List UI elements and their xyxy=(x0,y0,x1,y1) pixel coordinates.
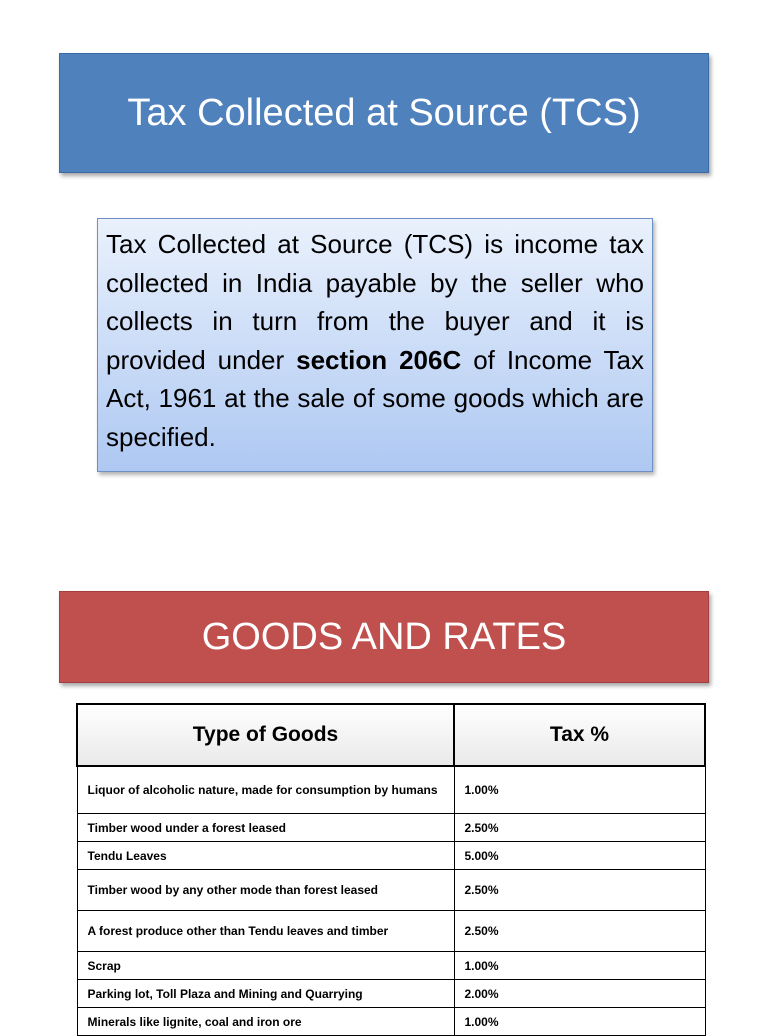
column-header-tax: Tax % xyxy=(454,704,705,766)
table-row xyxy=(77,911,705,952)
rate-cell: 2.00% xyxy=(454,980,705,1008)
table-row xyxy=(77,766,705,814)
table-row xyxy=(77,870,705,911)
column-header-goods: Type of Goods xyxy=(77,704,454,766)
table-row xyxy=(77,814,705,842)
description-section-ref: section 206C xyxy=(296,344,462,375)
goods-rates-table-wrap xyxy=(76,703,704,1036)
rate-cell: 1.00% xyxy=(454,952,705,980)
section-banner xyxy=(59,591,709,683)
table-row xyxy=(77,1008,705,1036)
table-row xyxy=(77,842,705,870)
description-text-1: Tax Collected at Source (TCS) is income tax collected in India payable by the seller who collects in turn from the buyer and it is provided under xyxy=(106,229,644,375)
page-title: Tax Collected at Source (TCS) xyxy=(127,91,641,134)
table-row xyxy=(77,952,705,980)
goods-cell: Parking lot, Toll Plaza and Mining and Quarrying xyxy=(77,980,454,1008)
rate-cell: 2.50% xyxy=(454,911,705,952)
goods-cell: Tendu Leaves xyxy=(77,842,454,870)
rate-cell: 1.00% xyxy=(454,1008,705,1036)
goods-cell: Minerals like lignite, coal and iron ore xyxy=(77,1008,454,1036)
table-row xyxy=(77,980,705,1008)
goods-cell: Timber wood by any other mode than forest leased xyxy=(77,870,454,911)
table-header-row xyxy=(77,704,705,766)
rate-cell: 1.00% xyxy=(454,766,705,814)
title-banner xyxy=(59,53,709,173)
goods-cell: Liquor of alcoholic nature, made for consumption by humans xyxy=(77,766,454,814)
goods-rates-table xyxy=(76,703,706,1036)
section-title: GOODS AND RATES xyxy=(201,615,567,658)
rate-cell: 5.00% xyxy=(454,842,705,870)
goods-cell: Timber wood under a forest leased xyxy=(77,814,454,842)
goods-cell: Scrap xyxy=(77,952,454,980)
description-text-2: of Income Tax Act, 1961 at the sale of some goods which are specified. xyxy=(106,344,645,452)
rate-cell: 2.50% xyxy=(454,870,705,911)
rate-cell: 2.50% xyxy=(454,814,705,842)
description-box xyxy=(97,218,653,472)
goods-cell: A forest produce other than Tendu leaves and timber xyxy=(77,911,454,952)
